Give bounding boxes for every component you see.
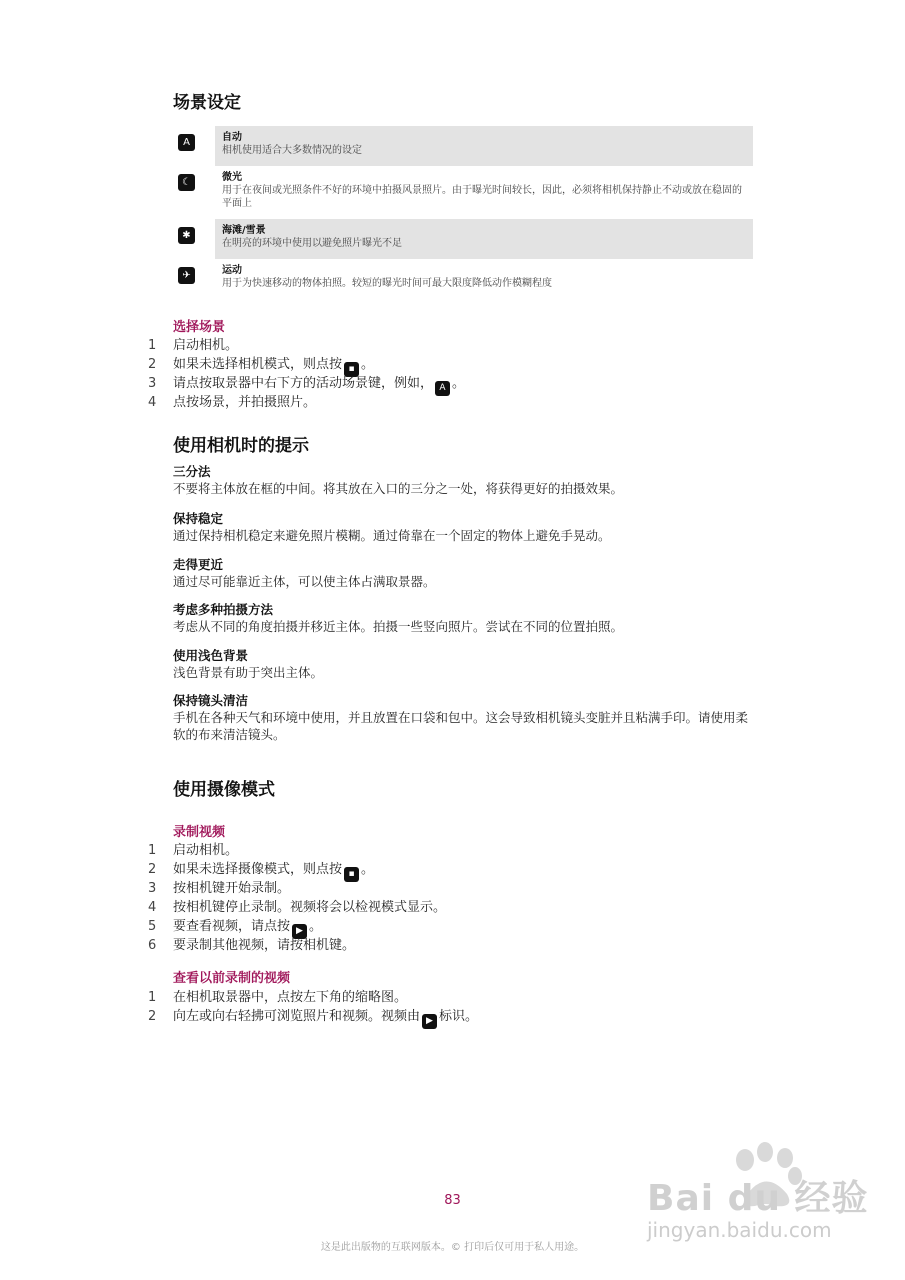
step-number: 2 bbox=[148, 862, 157, 877]
list-item bbox=[148, 879, 768, 898]
scene-row bbox=[173, 219, 753, 259]
step-text-line bbox=[173, 393, 316, 412]
auto-scene-icon: A bbox=[178, 134, 195, 151]
list-item bbox=[148, 374, 768, 393]
tip-title: 考虑多种拍摄方法 bbox=[173, 602, 274, 617]
select-scene-heading: 选择场景 bbox=[173, 320, 226, 335]
tip-title: 走得更近 bbox=[173, 557, 224, 572]
step-number: 1 bbox=[148, 843, 157, 858]
step-text-line bbox=[173, 988, 407, 1007]
step-text-line bbox=[173, 879, 290, 898]
view-videos-heading: 查看以前录制的视频 bbox=[173, 971, 291, 986]
scene-row bbox=[173, 126, 753, 166]
footer-notice: 这是此出版物的互联网版本。© 打印后仅可用于私人用途。 bbox=[320, 1242, 585, 1253]
moon-scene-icon: ☾ bbox=[178, 174, 195, 191]
tip-title: 三分法 bbox=[173, 464, 211, 479]
page-number: 83 bbox=[444, 1193, 461, 1208]
step-text: 如果未选择摄像模式，则点按 bbox=[173, 862, 343, 877]
step-number: 6 bbox=[148, 938, 157, 953]
step-text: 要查看视频，请点按 bbox=[173, 919, 291, 934]
video-mode-heading: 使用摄像模式 bbox=[173, 780, 275, 800]
baidu-watermark bbox=[645, 1140, 885, 1250]
step-number: 5 bbox=[148, 919, 157, 934]
sun-scene-icon: ✱ bbox=[178, 227, 195, 244]
step-text: 点按场景，并拍摄照片。 bbox=[173, 395, 317, 410]
step-text-line bbox=[173, 336, 238, 355]
list-item bbox=[148, 860, 768, 879]
step-number: 3 bbox=[148, 376, 157, 391]
step-text-suffix: 。 bbox=[361, 357, 375, 372]
scene-settings-heading: 场景设定 bbox=[173, 93, 241, 113]
tip-title: 保持镜头清洁 bbox=[173, 693, 249, 708]
play-icon: ▶ bbox=[292, 924, 307, 939]
step-text: 向左或向右轻拂可浏览照片和视频。视频由 bbox=[173, 1009, 421, 1024]
tip-item bbox=[173, 692, 758, 743]
play-icon: ▶ bbox=[422, 1014, 437, 1029]
scene-name: 微光 bbox=[222, 172, 242, 183]
step-text-suffix: 。 bbox=[309, 919, 323, 934]
tip-description: 不要将主体放在框的中间。将其放在入口的三分之一处，将获得更好的拍摄效果。 bbox=[173, 481, 624, 496]
scene-description: 用于为快速移动的物体拍照。较短的曝光时间可最大限度降低动作模糊程度 bbox=[222, 278, 552, 289]
step-number: 1 bbox=[148, 338, 157, 353]
record-video-heading: 录制视频 bbox=[173, 825, 226, 840]
scene-description: 在明亮的环境中使用以避免照片曝光不足 bbox=[222, 238, 402, 249]
tip-item bbox=[173, 601, 758, 635]
video-mode-icon: ▪ bbox=[344, 867, 359, 882]
list-item bbox=[148, 898, 768, 917]
scene-cell bbox=[215, 126, 753, 166]
tip-title: 保持稳定 bbox=[173, 511, 224, 526]
step-text: 按相机键开始录制。 bbox=[173, 881, 291, 896]
scene-cell bbox=[215, 259, 753, 299]
tip-description: 手机在各种天气和环境中使用，并且放置在口袋和包中。这会导致相机镜头变脏并且粘满手印。请使用柔软的布来清洁镜头。 bbox=[173, 710, 749, 742]
auto-scene-icon: A bbox=[435, 381, 450, 396]
step-text: 要录制其他视频，请按相机键。 bbox=[173, 938, 356, 953]
baidu-logo-text: Bai du 经验 bbox=[647, 1178, 869, 1219]
tip-description: 通过保持相机稳定来避免照片模糊。通过倚靠在一个固定的物体上避免手晃动。 bbox=[173, 528, 611, 543]
tip-title: 使用浅色背景 bbox=[173, 648, 249, 663]
scene-row bbox=[173, 166, 753, 219]
step-text: 启动相机。 bbox=[173, 843, 239, 858]
step-number: 2 bbox=[148, 357, 157, 372]
list-item bbox=[148, 336, 768, 355]
list-item bbox=[148, 393, 768, 412]
list-item bbox=[148, 936, 768, 955]
step-text-line bbox=[173, 1007, 478, 1029]
scene-cell bbox=[215, 219, 753, 259]
sport-scene-icon: ✈ bbox=[178, 267, 195, 284]
scene-name: 自动 bbox=[222, 132, 242, 143]
step-number: 2 bbox=[148, 1009, 157, 1024]
step-text-line bbox=[173, 898, 446, 917]
camera-mode-icon: ▪ bbox=[344, 362, 359, 377]
scene-cell bbox=[215, 166, 753, 219]
select-scene-steps bbox=[148, 336, 768, 412]
step-text-line bbox=[173, 841, 238, 860]
tip-description: 通过尽可能靠近主体，可以使主体占满取景器。 bbox=[173, 574, 436, 589]
tip-description: 浅色背景有助于突出主体。 bbox=[173, 665, 324, 680]
step-number: 4 bbox=[148, 900, 157, 915]
tip-item bbox=[173, 463, 758, 497]
baidu-watermark-url: jingyan.baidu.com bbox=[647, 1218, 832, 1242]
tip-item bbox=[173, 556, 758, 590]
tip-item bbox=[173, 510, 758, 544]
step-text-line bbox=[173, 936, 355, 955]
step-text: 请点按取景器中右下方的活动场景键，例如， bbox=[173, 376, 434, 391]
scene-name: 运动 bbox=[222, 265, 242, 276]
scene-name: 海滩/雪景 bbox=[222, 225, 266, 236]
scene-row bbox=[173, 259, 753, 299]
list-item bbox=[148, 988, 768, 1007]
camera-tips-heading: 使用相机时的提示 bbox=[173, 436, 309, 456]
step-text-suffix: 。 bbox=[361, 862, 375, 877]
scene-description: 用于在夜间或光照条件不好的环境中拍摄风景照片。由于曝光时间较长，因此，必须将相机保持静止不动或放在稳固的平面上 bbox=[222, 185, 742, 209]
list-item bbox=[148, 841, 768, 860]
step-text-suffix: 标识。 bbox=[439, 1009, 479, 1024]
list-item bbox=[148, 355, 768, 374]
step-number: 1 bbox=[148, 990, 157, 1005]
view-videos-steps bbox=[148, 988, 768, 1026]
step-number: 3 bbox=[148, 881, 157, 896]
scene-description: 相机使用适合大多数情况的设定 bbox=[222, 145, 362, 156]
step-text: 启动相机。 bbox=[173, 338, 239, 353]
list-item bbox=[148, 917, 768, 936]
step-text: 在相机取景器中，点按左下角的缩略图。 bbox=[173, 990, 408, 1005]
tip-item bbox=[173, 647, 758, 681]
record-video-steps bbox=[148, 841, 768, 955]
step-text: 按相机键停止录制。视频将会以检视模式显示。 bbox=[173, 900, 447, 915]
step-number: 4 bbox=[148, 395, 157, 410]
tip-description: 考虑从不同的角度拍摄并移近主体。拍摄一些竖向照片。尝试在不同的位置拍照。 bbox=[173, 619, 624, 634]
step-text: 如果未选择相机模式，则点按 bbox=[173, 357, 343, 372]
list-item bbox=[148, 1007, 768, 1026]
step-text-suffix: 。 bbox=[452, 376, 466, 391]
